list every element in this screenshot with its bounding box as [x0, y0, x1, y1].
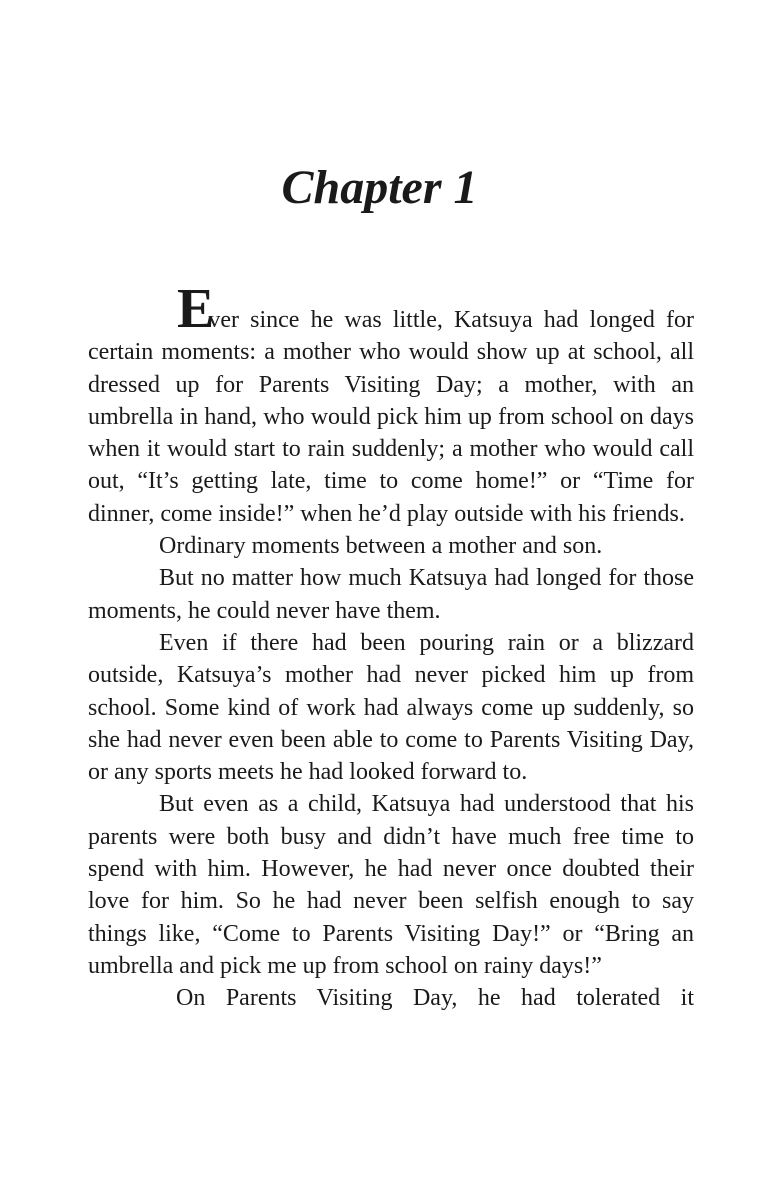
paragraph-6: On Parents Visiting Day, he had tolerated it — [176, 985, 694, 1012]
paragraph-3: But no matter how much Katsuya had longed for those moments, he could never have them. — [88, 565, 694, 624]
paragraph-5: But even as a child, Katsuya had understood that his parents were both busy and didn’t have much free time to spend with him. However, he had never once doubted their love for him. So he had never been selfish enough to say things like, “Come to Parents Visiting Day!” or “Bring an umbrella and pick me up from school on rainy days!” — [88, 791, 694, 979]
drop-cap: E — [177, 278, 209, 340]
paragraph-1 — [88, 278, 694, 530]
paragraph-4: Even if there had been pouring rain or a blizzard outside, Katsuya’s mother had never picked him up from school. Some kind of work had always come up suddenly, so she had never even been able to come to Parents Visiting Day, or any sports meets he had looked forward to. — [88, 629, 694, 786]
paragraph-1-text: ver since he was little, Katsuya had longed for certain moments: a mother who would show up at school, all dressed up for Parents Visiting Day; a mother, with an umbrella in hand, who would pick him up from school on days when it would start to rain suddenly; a mother who would call out, “It’s getting late, time to come home!” or “Time for dinner, come inside!” when he’d play outside with his friends. — [88, 307, 694, 527]
chapter-title: Chapter 1 — [281, 161, 478, 214]
paragraph-2: Ordinary moments between a mother and son. — [159, 533, 603, 560]
chapter-body — [88, 278, 694, 1015]
